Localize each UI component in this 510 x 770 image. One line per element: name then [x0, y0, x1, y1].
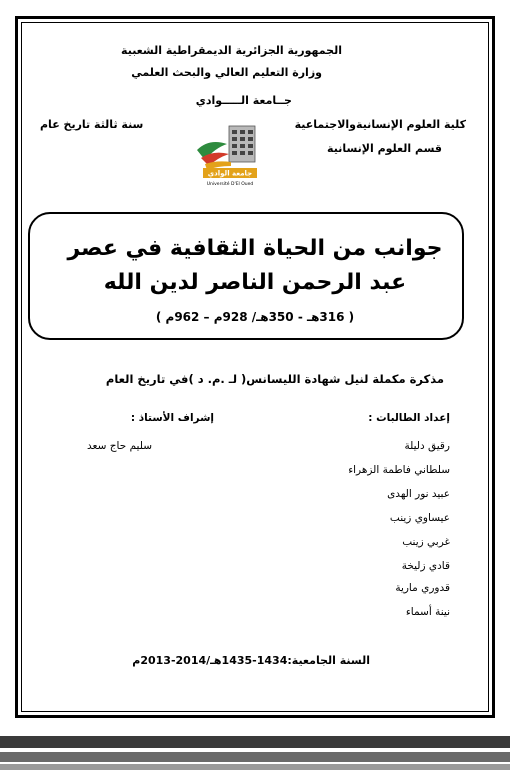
student-name: سلطاني فاطمة الزهراء — [348, 464, 450, 476]
student-name: عيساوي زينب — [389, 512, 450, 524]
student-name: نينة أسماء — [405, 606, 450, 618]
student-name: قدوري مارية — [395, 582, 450, 594]
bottom-bar — [0, 752, 510, 762]
student-name: غربي زينب — [402, 536, 450, 548]
title-line-2: عبد الرحمن الناصر لدين الله — [103, 270, 407, 295]
year-level: سنة ثالثة تاريخ عام — [40, 118, 144, 131]
supervisor-name: سليم حاج سعد — [87, 440, 152, 452]
ministry-line: وزارة التعليم العالي والبحث العلمي — [131, 66, 322, 79]
logo-name-ar: جامعة الوادي — [207, 169, 253, 178]
department-line: قسم العلوم الإنسانية — [327, 142, 442, 155]
supervisor-label: إشراف الأستاذ : — [130, 412, 214, 424]
student-name: قادي زليخة — [401, 560, 450, 572]
faculty-line: كلية العلوم الإنسانيةوالاجتماعية — [294, 118, 466, 131]
student-name: رقيق دليلة — [404, 440, 450, 452]
logo-name-lat: Université D'El Oued — [206, 182, 254, 187]
bottom-bar — [0, 736, 510, 748]
republic-line: الجمهورية الجزائرية الديمقراطية الشعبية — [121, 44, 342, 57]
student-name: عبيد نور الهدى — [387, 488, 450, 500]
bottom-bar — [0, 764, 510, 770]
title-dates: ( 316هـ - 350هـ/ 928م – 962م ) — [155, 310, 355, 324]
academic-year: السنة الجامعية:1434-1435هـ/2014-2013م — [132, 654, 370, 667]
memo-line: مذكرة مكملة لنيل شهادة الليسانس( لـ .م. د )في تاريخ العام — [105, 372, 444, 386]
students-label: إعداد الطالبات : — [368, 412, 450, 424]
title-line-1: جوانب من الحياة الثقافية في عصر — [67, 236, 443, 261]
university-line: جــامعة الـــــوادي — [195, 94, 292, 107]
university-logo — [195, 124, 261, 188]
